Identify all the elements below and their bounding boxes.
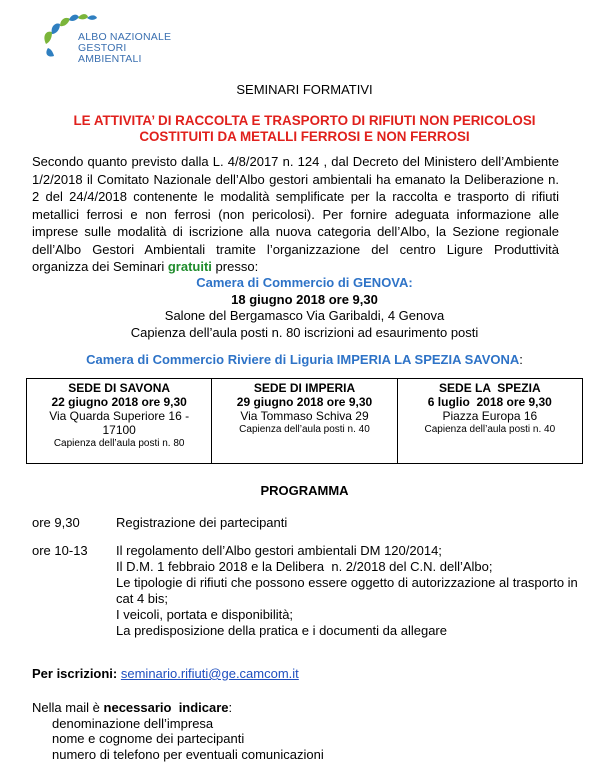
- program-line: La predisposizione della pratica e i documenti da allegare: [116, 623, 447, 638]
- program-description: [116, 543, 586, 639]
- sede-address: Via Quarda Superiore 16 - 17100: [49, 409, 190, 437]
- subject-line-2: COSTITUITI DA METALLI FERROSI E NON FERROSI: [139, 129, 470, 144]
- iscrizioni-email-link[interactable]: seminario.rifiuti@ge.camcom.it: [120, 666, 299, 681]
- program-line: Le tipologie di rifiuti che possono essere oggetto di autorizzazione al trasporto in cat 4 bis;: [116, 575, 578, 606]
- sede-address: Piazza Europa 16: [442, 409, 538, 423]
- mail-note: [32, 700, 324, 762]
- iscrizioni-label: Per iscrizioni:: [32, 666, 118, 681]
- sede-date: 22 giugno 2018 ore 9,30: [51, 395, 187, 409]
- intro-tail: presso:: [215, 259, 259, 274]
- program-time: ore 9,30: [32, 515, 80, 530]
- intro-paragraph: [32, 153, 559, 276]
- genova-title: Camera di Commercio di GENOVA:: [196, 275, 413, 290]
- iscrizioni: [32, 666, 299, 681]
- albo-logo: [40, 10, 190, 65]
- sedi-row: [27, 379, 583, 464]
- riviere-heading: [0, 352, 609, 367]
- seminar-subject: [0, 113, 609, 145]
- program-time: ore 10-13: [32, 543, 88, 558]
- sede-address: Via Tommaso Schiva 29: [240, 409, 369, 423]
- genova-venue: [0, 275, 609, 341]
- mail-note-intro: [32, 700, 324, 716]
- sede-capacity: Capienza dell’aula posti n. 40: [424, 424, 556, 435]
- sede-date: 29 giugno 2018 ore 9,30: [236, 395, 373, 409]
- genova-capacity: Capienza dell’aula posti n. 80 iscrizioni ad esaurimento posti: [130, 324, 479, 340]
- list-item: numero di telefono per eventuali comunicazioni: [52, 746, 324, 762]
- sede-imperia: [212, 379, 397, 464]
- sede-capacity: Capienza dell’aula posti n. 80: [53, 438, 185, 449]
- sede-date: 6 luglio 2018 ore 9,30: [427, 395, 552, 409]
- program-line: I veicoli, portata e disponibilità;: [116, 607, 294, 622]
- sede-name: SEDE LA SPEZIA: [439, 381, 541, 395]
- mail-note-list: [32, 716, 324, 763]
- sede-capacity: Capienza dell’aula posti n. 40: [239, 424, 370, 435]
- program-line: Il D.M. 1 febbraio 2018 e la Delibera n. 2/2018 del C.N. dell’Albo;: [116, 559, 493, 574]
- sede-name: SEDE DI SAVONA: [68, 381, 171, 395]
- note-bold: necessario indicare: [103, 700, 229, 715]
- program-line: Il regolamento dell’Albo gestori ambientali DM 120/2014;: [116, 543, 442, 558]
- riviere-colon: :: [519, 352, 523, 367]
- list-item: denominazione dell’impresa: [52, 715, 214, 731]
- logo-text: [78, 32, 190, 65]
- sede-savona: [27, 379, 212, 464]
- list-item: nome e cognome dei partecipanti: [52, 731, 245, 746]
- program-description: [116, 515, 586, 531]
- sedi-table: [26, 378, 583, 464]
- programma-title: PROGRAMMA: [260, 483, 349, 498]
- page-title: SEMINARI FORMATIVI: [236, 82, 373, 97]
- genova-place: Salone del Bergamasco Via Garibaldi, 4 Genova: [164, 308, 445, 323]
- note-prefix: Nella mail è: [32, 700, 104, 715]
- subject-line-1: LE ATTIVITA’ DI RACCOLTA E TRASPORTO DI RIFIUTI NON PERICOLOSI: [73, 113, 536, 128]
- sede-la-spezia: [397, 379, 582, 464]
- note-suffix: :: [228, 700, 233, 715]
- gratuiti-highlight: gratuiti: [167, 259, 212, 274]
- intro-text: Secondo quanto previsto dalla L. 4/8/2017 n. 124 , dal Decreto del Ministero dell’Ambiente 1/2/2018 il Comitato Nazionale dell’Albo gestori ambientali ha emanato la Deliberazione n. 2 del 24/4/2018 contenente le modalità semplificate per la raccolta e trasporto di rifiuti metallici ferrosi e non ferrosi (non pericolosi). Per fornire adeguata informazione alle imprese sulle modalità di iscrizione alla nuova categoria dell’Albo, la Sezione regionale dell’Albo Gestori Ambientali tramite l’organizzazione del centro Ligure Produttività organizza dei Seminari: [32, 154, 559, 274]
- logo-line-2: GESTORI AMBIENTALI: [78, 42, 142, 65]
- logo-line-1: ALBO NAZIONALE: [78, 31, 172, 43]
- sede-name: SEDE DI IMPERIA: [253, 381, 356, 395]
- genova-date: 18 giugno 2018 ore 9,30: [231, 291, 378, 307]
- riviere-title: Camera di Commercio Riviere di Liguria IMPERIA LA SPEZIA SAVONA: [86, 352, 520, 367]
- program-line: Registrazione dei partecipanti: [116, 515, 288, 530]
